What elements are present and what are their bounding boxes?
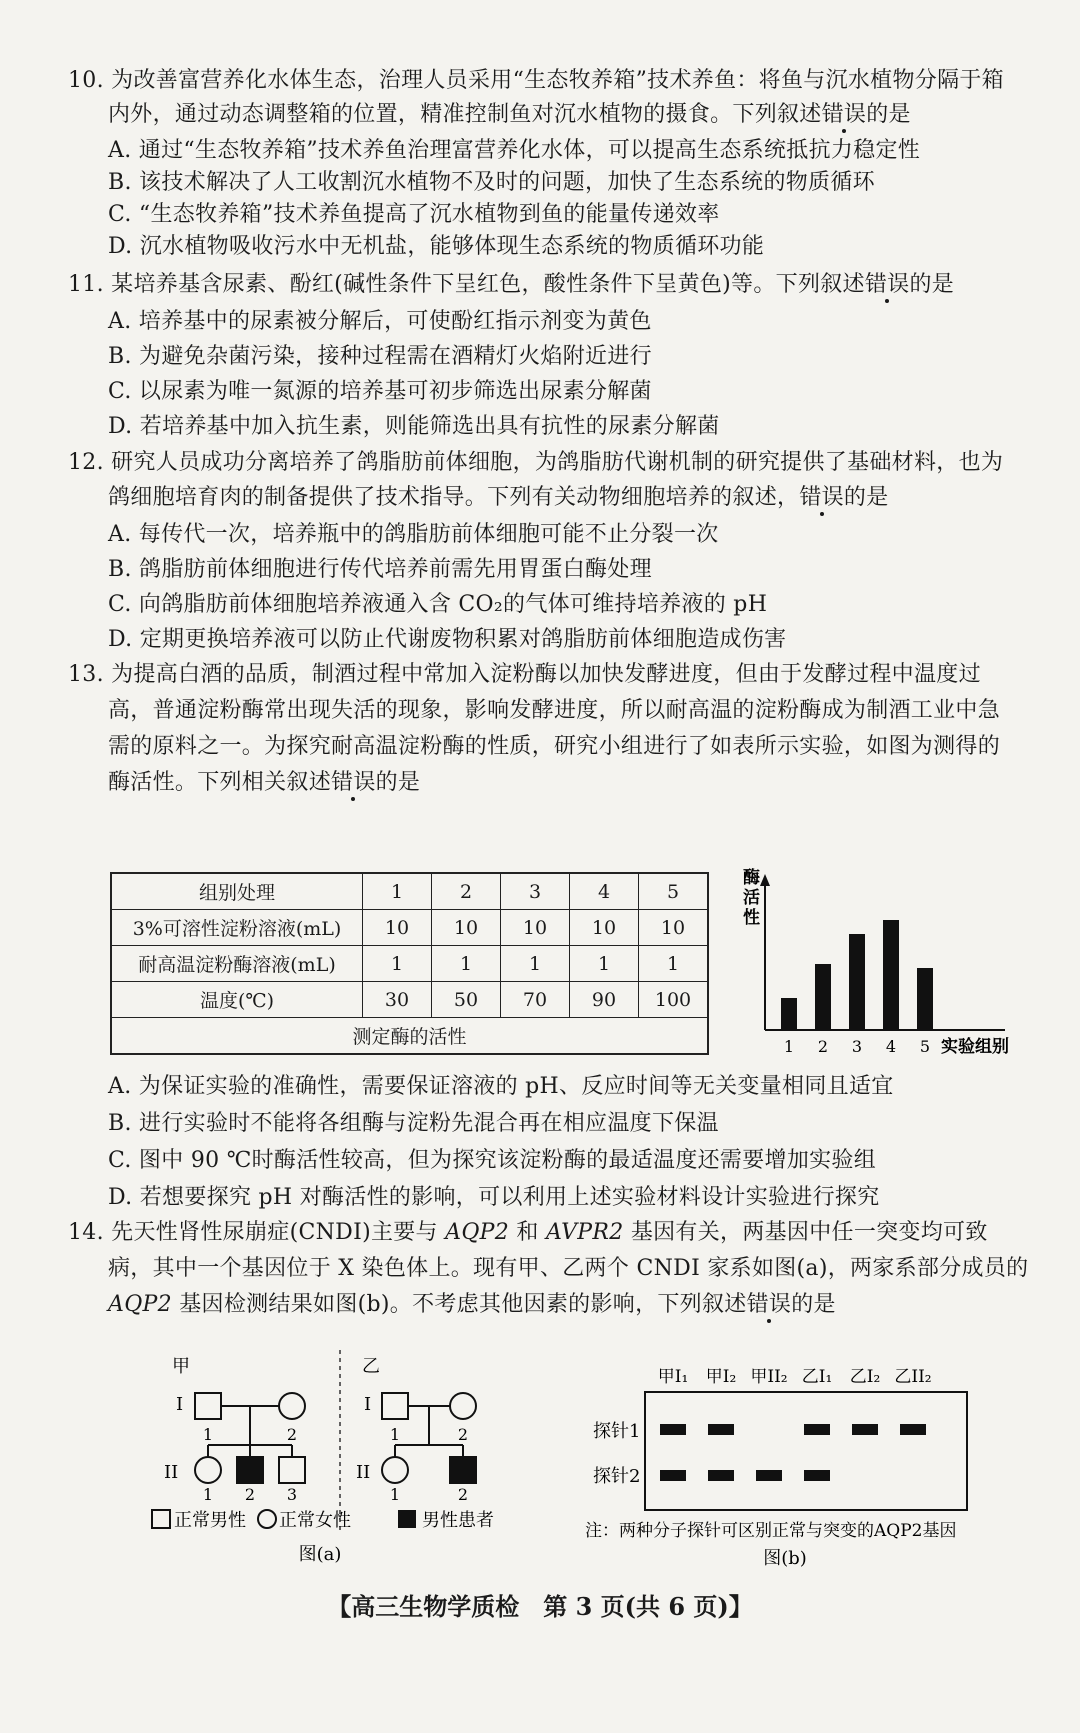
bar-group-5 [917,968,933,1030]
q14-stem-text: 14. 先天性肾性尿崩症(CNDI)主要与 [68,1220,446,1245]
q13-stem-line2: 高，普通淀粉酶常出现失活的现象，影响发酵进度，所以耐高温的淀粉酶成为制酒工业中急 [108,698,1001,723]
y-axis-label-char: 性 [743,908,760,928]
table-row [111,946,708,982]
table-cell: 100 [639,982,709,1018]
x-tick-label: 4 [885,1037,897,1056]
figure-b-caption: 图(b) [763,1548,807,1569]
q13-option-b: B. 进行实验时不能将各组酶与淀粉先混合再在相应温度下保温 [108,1111,719,1136]
q11-option-b: B. 为避免杂菌污染，接种过程需在酒精灯火焰附近进行 [108,344,652,369]
q10-stem-end: 的是 [866,102,911,127]
q12-emphasis: 错误 [799,485,844,510]
legend-patient-icon [398,1510,416,1528]
table-row [111,982,708,1018]
individual-number: 1 [202,1485,214,1504]
probe2-band [756,1470,782,1481]
individual-number: 1 [389,1485,401,1504]
x-tick-label: 3 [851,1037,863,1056]
individual-number: 3 [286,1485,298,1504]
bar-group-4 [883,920,899,1030]
x-tick-label: 1 [783,1037,795,1056]
q13-stem-end: 的是 [375,770,421,795]
individual-number: 2 [286,1425,298,1444]
table-row [111,910,708,946]
q11-stem-end: 的是 [909,272,955,297]
probe2-band [804,1470,830,1481]
table-row-label: 耐高温淀粉酶溶液(mL) [111,946,363,982]
table-cell: 10 [639,910,709,946]
bar-group-3 [849,934,865,1030]
probe2-label: 探针2 [593,1466,641,1487]
bar-group-2 [815,964,831,1030]
q10-stem-text: 内外，通过动态调整箱的位置，精准控制鱼对沉水植物的摄食。下列叙述 [108,102,822,127]
x-axis-label: 实验组别 [941,1037,1009,1057]
q14-emphasis: 错误 [746,1292,792,1317]
q13-emphasis: 错误 [331,770,376,795]
q10-option-b: B. 该技术解决了人工收割沉水植物不及时的问题，加快了生态系统的物质循环 [108,170,875,195]
table-cell: 70 [501,982,570,1018]
q12-stem-text: 鸽细胞培育肉的制备提供了技术指导。下列有关动物细胞培养的叙述， [108,485,800,510]
generation-label: I [364,1394,372,1415]
pedigree-yi-label: 乙 [362,1356,380,1377]
q13-option-d: D. 若想要探究 pH 对酶活性的影响，可以利用上述实验材料设计实验进行探究 [108,1185,880,1210]
q11-option-d: D. 若培养基中加入抗生素，则能筛选出具有抗性的尿素分解菌 [108,414,720,439]
jia-II2-affected-male [237,1457,263,1483]
gene-name: AVPR2 [545,1220,624,1245]
generation-label: II [164,1462,179,1483]
figure-a-caption: 图(a) [298,1544,342,1565]
y-axis-label-char: 酶 [743,868,760,888]
individual-number: 1 [202,1425,214,1444]
q10-stem-line2 [108,100,911,130]
q11-option-c: C. 以尿素为唯一氮源的培养基可初步筛选出尿素分解菌 [108,379,652,404]
legend-label: 正常女性 [279,1510,351,1531]
table-cell: 2 [432,873,501,910]
x-tick-label: 5 [919,1037,931,1056]
probe-column-label: 甲I₁ [657,1367,689,1387]
table-cell: 1 [570,946,639,982]
table-row-label: 3%可溶性淀粉溶液(mL) [111,910,363,946]
jia-I2-normal-female [279,1393,305,1419]
table-cell: 4 [570,873,639,910]
pedigree-figure [150,1350,520,1570]
q14-stem-end: 的是 [791,1292,836,1317]
jia-II1-normal-female [195,1457,221,1483]
q13-stem-line1: 13. 为提高白酒的品质，制酒过程中常加入淀粉酶以加快发酵进度，但由于发酵过程中温度过 [68,662,981,687]
legend-male-icon [152,1510,170,1528]
probe1-band [660,1424,686,1435]
q14-stem-line2: 病，其中一个基因位于 X 染色体上。现有甲、乙两个 CNDI 家系如图(a)，两家系部分成员的 [108,1256,1029,1281]
legend-label: 正常男性 [174,1510,246,1531]
jia-II3-normal-male [279,1457,305,1483]
y-axis-label-char: 活 [743,888,760,908]
table-cell: 50 [432,982,501,1018]
yi-I1-normal-male [382,1393,408,1419]
legend-female-icon [258,1510,276,1528]
probe-column-label: 甲I₂ [705,1367,737,1387]
experiment-table [110,872,709,1055]
probe1-band [708,1424,734,1435]
q12-option-c: C. 向鸽脂肪前体细胞培养液通入含 CO₂的气体可维持培养液的 pH [108,592,768,617]
table-row [111,1018,708,1055]
q11-option-a: A. 培养基中的尿素被分解后，可使酚红指示剂变为黄色 [108,309,652,334]
table-cell: 1 [363,873,432,910]
table-cell: 1 [501,946,570,982]
probe1-band [852,1424,878,1435]
q11-stem [68,270,954,300]
bar-group-1 [781,998,797,1030]
table-cell: 1 [432,946,501,982]
q14-stem-line3 [108,1290,836,1320]
table-cell: 3 [501,873,570,910]
gene-name: AQP2 [445,1220,510,1245]
generation-label: II [356,1462,371,1483]
probe2-band [660,1470,686,1481]
gene-name: AQP2 [108,1292,172,1317]
table-footer-cell: 测定酶的活性 [111,1018,708,1055]
yi-I2-normal-female [450,1393,476,1419]
q12-option-d: D. 定期更换培养液可以防止代谢废物积累对鸽脂肪前体细胞造成伤害 [108,627,787,652]
table-cell: 10 [570,910,639,946]
q14-stem-text: 基因检测结果如图(b)。不考虑其他因素的影响，下列叙述 [171,1292,747,1317]
q12-stem-end: 的是 [843,485,889,510]
q12-stem-line1: 12. 研究人员成功分离培养了鸽脂肪前体细胞，为鸽脂肪代谢机制的研究提供了基础材料，也为 [68,450,1004,475]
q14-stem-text: 和 [509,1220,546,1245]
yi-II2-affected-male [450,1457,476,1483]
probe1-band [900,1424,926,1435]
probe2-band [708,1470,734,1481]
pedigree-jia-label: 甲 [172,1356,190,1377]
probe-column-label: 甲II₂ [750,1367,788,1387]
generation-label: I [176,1394,184,1415]
probe-column-label: 乙I₁ [801,1367,833,1387]
table-row-label: 温度(℃) [111,982,363,1018]
q11-emphasis: 错误 [864,272,910,297]
table-cell: 1 [363,946,432,982]
table-cell: 5 [639,873,709,910]
table-cell: 90 [570,982,639,1018]
probe-column-label: 乙II₂ [894,1367,932,1387]
legend-label: 男性患者 [422,1510,494,1531]
table-cell: 30 [363,982,432,1018]
table-cell: 1 [639,946,709,982]
individual-number: 2 [457,1485,469,1504]
q10-option-a: A. 通过“生态牧养箱”技术养鱼治理富营养化水体，可以提高生态系统抵抗力稳定性 [108,138,921,163]
table-cell: 10 [363,910,432,946]
q10-emphasis: 错误 [821,102,867,127]
q13-option-c: C. 图中 90 ℃时酶活性较高，但为探究该淀粉酶的最适温度还需要增加实验组 [108,1148,877,1173]
individual-number: 2 [457,1425,469,1444]
probe-note: 注：两种分子探针可区别正常与突变的AQP2基因 [585,1521,957,1541]
q14-stem-text: 基因有关，两基因中任一突变均可致 [623,1220,988,1245]
enzyme-activity-chart [735,865,1055,1065]
q13-option-a: A. 为保证实验的准确性，需要保证溶液的 pH、反应时间等无关变量相同且适宜 [108,1074,894,1099]
q12-option-a: A. 每传代一次，培养瓶中的鸽脂肪前体细胞可能不止分裂一次 [108,522,719,547]
individual-number: 1 [389,1425,401,1444]
table-row [111,873,708,910]
q13-stem-text: 酶活性。下列相关叙述 [108,770,332,795]
probe-result-figure [585,1360,1015,1570]
probe1-band [804,1424,830,1435]
x-tick-label: 2 [817,1037,829,1056]
page-footer: 【高三生物学质检 第 3 页(共 6 页)】 [327,1592,753,1621]
table-cell: 10 [432,910,501,946]
q10-option-c: C. “生态牧养箱”技术养鱼提高了沉水植物到鱼的能量传递效率 [108,202,720,227]
table-cell: 10 [501,910,570,946]
q13-stem-line3: 需的原料之一。为探究耐高温淀粉酶的性质，研究小组进行了如表所示实验，如图为测得的 [108,734,1001,759]
table-header-cell: 组别处理 [111,873,363,910]
blot-frame [645,1392,967,1510]
q10-stem-line1: 10. 为改善富营养化水体生态，治理人员采用“生态牧养箱”技术养鱼：将鱼与沉水植物分隔于箱 [68,68,1004,93]
q10-option-d: D. 沉水植物吸收污水中无机盐，能够体现生态系统的物质循环功能 [108,234,765,259]
jia-I1-normal-male [195,1393,221,1419]
y-axis-arrow [760,874,770,886]
q11-stem-text: 11. 某培养基含尿素、酚红(碱性条件下呈红色，酸性条件下呈黄色)等。下列叙述 [68,272,865,297]
individual-number: 2 [244,1485,256,1504]
q12-stem-line2 [108,483,889,513]
probe-column-label: 乙I₂ [849,1367,881,1387]
q13-stem-line4 [108,768,420,798]
q14-stem-line1 [68,1218,988,1248]
q12-option-b: B. 鸽脂肪前体细胞进行传代培养前需先用胃蛋白酶处理 [108,557,652,582]
yi-II1-normal-female [382,1457,408,1483]
probe1-label: 探针1 [593,1421,641,1442]
